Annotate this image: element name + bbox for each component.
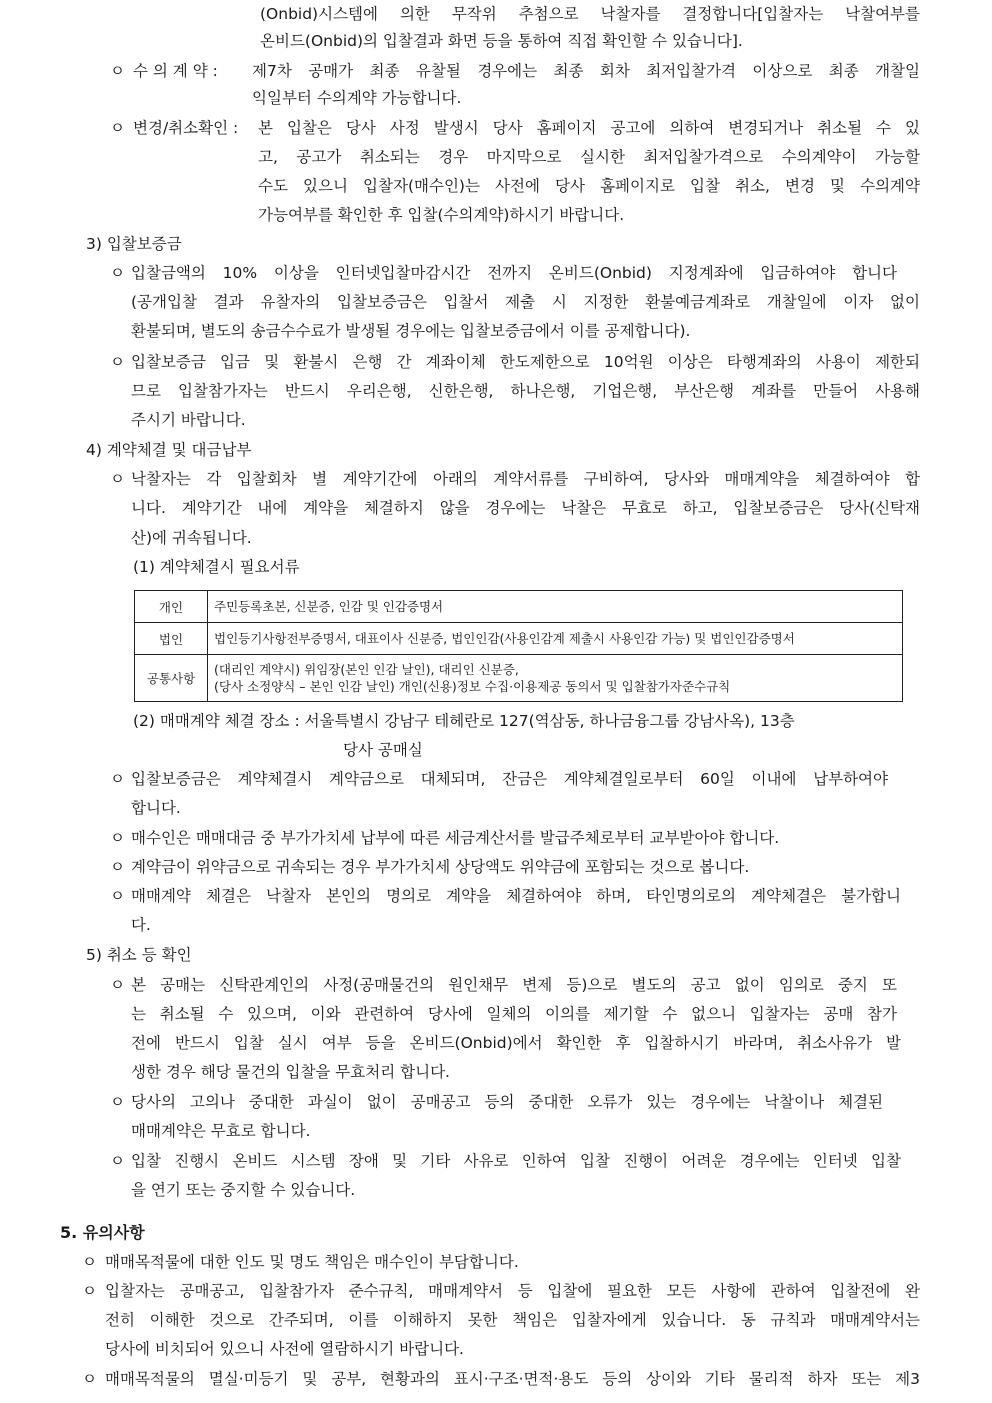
text-line: (공개입찰 결과 유찰자의 입찰보증금은 입찰서 제출 시 지정한 환불예금계좌로 개찰일에 이자 없이 [131,293,920,311]
bullet-marker: ㅇ [110,887,125,905]
text-line: 생한 경우 해당 물건의 입찰을 무효처리 합니다. [131,1063,450,1081]
text-line: (2) 매매계약 체결 장소 : 서울특별시 강남구 테헤란로 127(역삼동, 하나금융그룹 강남사옥), 13층 [133,712,795,730]
cell-text: (대리인 계약시) 위임장(본인 인감 날인), 대리인 신분증, [214,662,519,677]
text-line: 전에 반드시 입찰 실시 여부 등을 온비드(Onbid)에서 확인한 후 입찰하시기 바라며, 취소사유가 발 [131,1034,901,1052]
item-label: 수 의 계 약 : [133,62,218,80]
bullet-marker: ㅇ [82,1282,97,1300]
table-value-cell [208,623,903,655]
table-key-cell: 법인 [135,623,208,655]
text-line: 는 취소될 수 있으며, 이와 관련하여 당사에 일체의 이의를 제기할 수 없으니 입찰자는 공매 참가 [131,1005,897,1023]
text-line: 가능여부를 확인한 후 입찰(수의계약)하시기 바랍니다. [258,206,625,224]
table-key-cell: 공통사항 [135,655,208,702]
text-line: 입찰보증금은 계약체결시 계약금으로 대체되며, 잔금은 계약체결일로부터 60일 이내에 납부하여야 [131,770,888,788]
required-documents-table [134,590,903,702]
text-line: 합니다. [131,799,181,817]
text-line: 계약금이 위약금으로 귀속되는 경우 부가가치세 상당액도 위약금에 포함되는 것으로 봅니다. [131,858,750,876]
bullet-marker: ㅇ [110,858,125,876]
text-line: 매매목적물에 대한 인도 및 명도 책임은 매수인이 부담합니다. [105,1253,519,1271]
text-line: 산)에 귀속됩니다. [131,529,252,547]
table-value-cell [208,591,903,623]
section-heading: 4) 계약체결 및 대금납부 [86,441,252,459]
sub-heading: (1) 계약체결시 필요서류 [133,558,300,576]
text-line: 매수인은 매매대금 중 부가가치세 납부에 따른 세금계산서를 발급주체로부터 교부받아야 합니다. [131,829,780,847]
text-line: 입찰금액의 10% 이상을 인터넷입찰마감시간 전까지 온비드(Onbid) 지정계좌에 입금하여야 합니다 [131,264,897,282]
text-line: 매매계약은 무효로 합니다. [131,1122,311,1140]
text-line: 입찰보증금 입금 및 환불시 은행 간 계좌이체 한도제한으로 10억원 이상은 타행계좌의 사용이 제한되 [131,353,920,371]
table-row [135,591,903,623]
bullet-marker: ㅇ [110,119,125,137]
cell-text: (당사 소정양식 – 본인 인감 날인) 개인(신용)정보 수집·이용제공 동의서 및 입찰참가자준수규칙 [214,679,731,694]
text-line: 입찰자는 공매공고, 입찰참가자 준수규칙, 매매계약서 등 입찰에 필요한 모든 사항에 관하여 입찰전에 완 [105,1282,920,1300]
table-row [135,623,903,655]
text-line: 주시기 바랍니다. [131,411,246,429]
text-line: 고, 공고가 취소되는 경우 마지막으로 실시한 최저입찰가격으로 수의계약이 가능할 [258,148,920,166]
text-line: (Onbid)시스템에 의한 무작위 추첨으로 낙찰자를 결정합니다[입찰자는 낙찰여부를 [260,5,920,23]
cell-text: 법인등기사항전부증명서, 대표이사 신분증, 법인인감(사용인감계 제출시 사용인감 가능) 및 법인인감증명서 [214,631,795,646]
text-line: 온비드(Onbid)의 입찰결과 화면 등을 통하여 직접 확인할 수 있습니다]. [260,32,743,50]
bullet-marker: ㅇ [110,770,125,788]
text-line: 제7차 공매가 최종 유찰될 경우에는 최종 회차 최저입찰가격 이상으로 최종 개찰일 [252,62,920,80]
text-line: 니다. 계약기간 내에 계약을 체결하지 않을 경우에는 낙찰은 무효로 하고, 입찰보증금은 당사(신탁재 [131,499,920,517]
text-line: 당사 공매실 [343,741,423,759]
text-line: 본 입찰은 당사 사정 발생시 당사 홈페이지 공고에 의하여 변경되거나 취소될 수 있 [258,119,920,137]
text-line: 매매목적물의 멸실·미등기 및 공부, 현황과의 표시·구조·면적·용도 등의 상이와 기타 물리적 하자 또는 제3 [105,1370,920,1388]
section-title: 5. 유의사항 [60,1223,145,1242]
text-line: 낙찰자는 각 입찰회차 별 계약기간에 아래의 계약서류를 구비하여, 당사와 매매계약을 체결하여야 합 [131,470,920,488]
item-label: 변경/취소확인 : [133,119,239,137]
section-heading: 5) 취소 등 확인 [86,946,192,964]
table-value-cell [208,655,903,702]
bullet-marker: ㅇ [110,264,125,282]
text-line: 본 공매는 신탁관계인의 사정(공매물건의 원인채무 변제 등)으로 별도의 공고 없이 임의로 중지 또 [131,976,897,994]
bullet-marker: ㅇ [110,1152,125,1170]
text-line: 므로 입찰참가자는 반드시 우리은행, 신한은행, 하나은행, 기업은행, 부산은행 계좌를 만들어 사용해 [131,382,920,400]
text-line: 전히 이해한 것으로 간주되며, 이를 이해하지 못한 책임은 입찰자에게 있습니다. 동 규칙과 매매계약서는 [105,1311,920,1329]
bullet-marker: ㅇ [110,470,125,488]
text-line: 다. [131,916,151,934]
text-line: 매매계약 체결은 낙찰자 본인의 명의로 계약을 체결하여야 하며, 타인명의로의 계약체결은 불가합니 [131,887,901,905]
text-line: 수도 있으니 입찰자(매수인)는 사전에 당사 홈페이지로 입찰 취소, 변경 및 수의계약 [258,177,920,195]
bullet-marker: ㅇ [82,1253,97,1271]
table-row [135,655,903,702]
bullet-marker: ㅇ [110,353,125,371]
cell-text: 주민등록초본, 신분증, 인감 및 인감증명서 [214,599,444,614]
text-line: 당사에 비치되어 있으니 사전에 열람하시기 바랍니다. [105,1340,464,1358]
bullet-marker: ㅇ [82,1370,97,1388]
bullet-marker: ㅇ [110,1093,125,1111]
bullet-marker: ㅇ [110,829,125,847]
text-line: 익일부터 수의계약 가능합니다. [252,89,462,107]
text-line: 환불되며, 별도의 송금수수료가 발생될 경우에는 입찰보증금에서 이를 공제합니다). [131,322,691,340]
text-line: 입찰 진행시 온비드 시스템 장애 및 기타 사유로 인하여 입찰 진행이 어려운 경우에는 인터넷 입찰 [131,1152,901,1170]
table-key-cell: 개인 [135,591,208,623]
bullet-marker: ㅇ [110,976,125,994]
bullet-marker: ㅇ [110,62,125,80]
text-line: 을 연기 또는 중지할 수 있습니다. [131,1181,356,1199]
text-line: 당사의 고의나 중대한 과실이 없이 공매공고 등의 중대한 오류가 있는 경우에는 낙찰이나 체결된 [131,1093,883,1111]
section-heading: 3) 입찰보증금 [86,235,182,253]
